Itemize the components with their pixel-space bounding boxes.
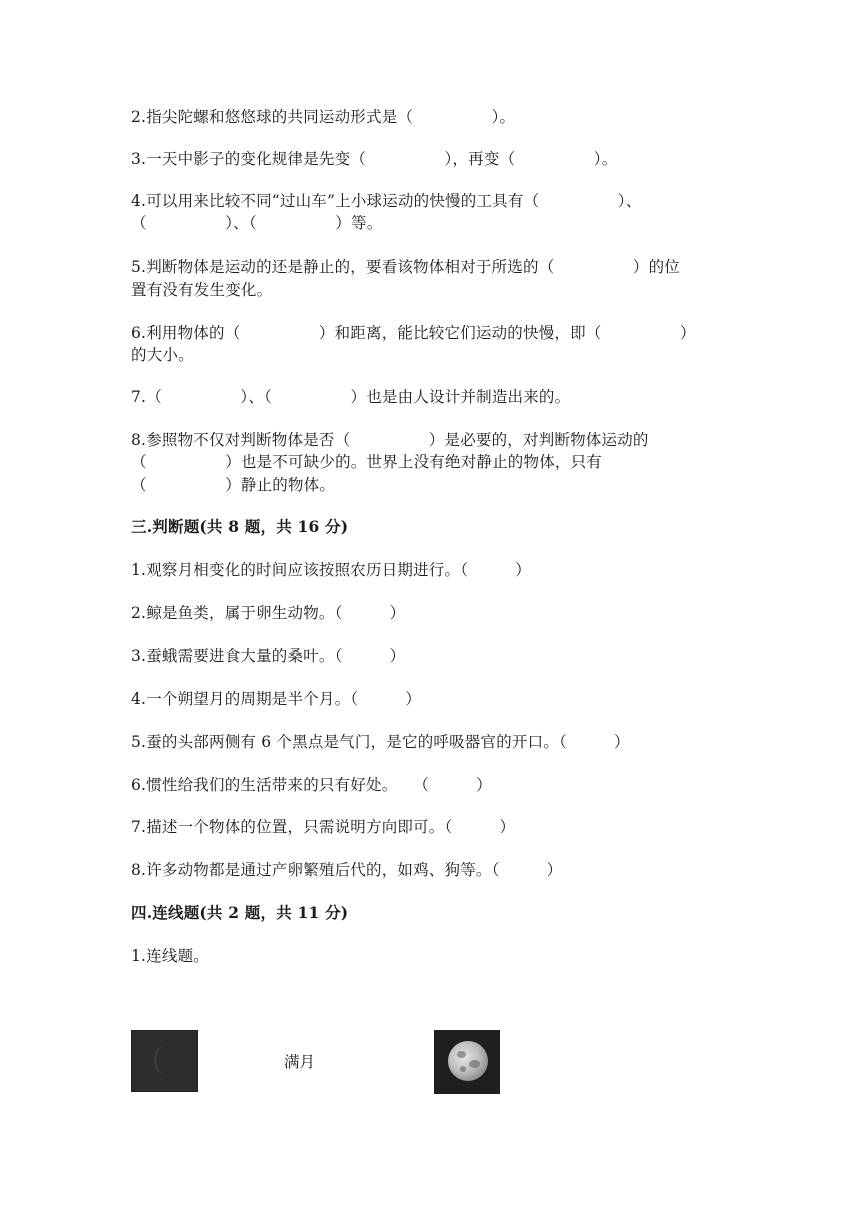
fill-blank-q8-line2: （ ）也是不可缺少的。世界上没有绝对静止的物体，只有 [131, 453, 603, 471]
fill-blank-q6-line1: 6.利用物体的（ ）和距离，能比较它们运动的快慢，即（ ） [131, 324, 696, 342]
judge-q7: 7.描述一个物体的位置，只需说明方向即可。（ ） [131, 818, 516, 836]
judge-q5: 5.蚕的头部两侧有 6 个黑点是气门，是它的呼吸器官的开口。（ ） [131, 733, 630, 751]
full-moon-image [434, 1030, 500, 1094]
fill-blank-q4-line2: （ ）、（ ）等。 [131, 214, 383, 232]
judge-q1: 1.观察月相变化的时间应该按照农历日期进行。（ ） [131, 561, 531, 579]
fill-blank-q8-line3: （ ）静止的物体。 [131, 476, 336, 494]
section-heading-matching: 四.连线题(共 2 题，共 11 分) [131, 903, 349, 922]
section-heading-judgement: 三.判断题(共 8 题，共 16 分) [131, 517, 349, 536]
moon-disc [448, 1041, 488, 1081]
judge-q3: 3.蚕蛾需要进食大量的桑叶。（ ） [131, 647, 406, 665]
fill-blank-q2: 2.指尖陀螺和悠悠球的共同运动形式是（ ）。 [131, 108, 516, 126]
judge-q8: 8.许多动物都是通过产卵繁殖后代的，如鸡、狗等。（ ） [131, 861, 563, 879]
judge-q6: 6.惯性给我们的生活带来的只有好处。 （ ） [131, 776, 492, 794]
fill-blank-q5-line1: 5.判断物体是运动的还是静止的，要看该物体相对于所选的（ ）的位 [131, 258, 680, 276]
crescent-shape [154, 1045, 182, 1075]
judge-q4: 4.一个朔望月的周期是半个月。（ ） [131, 690, 422, 708]
judge-q2: 2.鲸是鱼类，属于卵生动物。（ ） [131, 604, 406, 622]
fill-blank-q7: 7.（ ）、（ ）也是由人设计并制造出来的。 [131, 388, 571, 406]
full-moon-label: 满月 [284, 1053, 316, 1071]
new-moon-image [131, 1030, 198, 1092]
fill-blank-q6-line2: 的大小。 [131, 346, 194, 364]
fill-blank-q8-line1: 8.参照物不仅对判断物体是否（ ）是必要的，对判断物体运动的 [131, 431, 649, 449]
fill-blank-q5-line2: 置有没有发生变化。 [131, 281, 273, 299]
fill-blank-q4-line1: 4.可以用来比较不同“过山车”上小球运动的快慢的工具有（ ）、 [131, 192, 642, 210]
fill-blank-q3: 3.一天中影子的变化规律是先变（ ），再变（ ）。 [131, 150, 618, 168]
matching-q1: 1.连线题。 [131, 947, 209, 965]
